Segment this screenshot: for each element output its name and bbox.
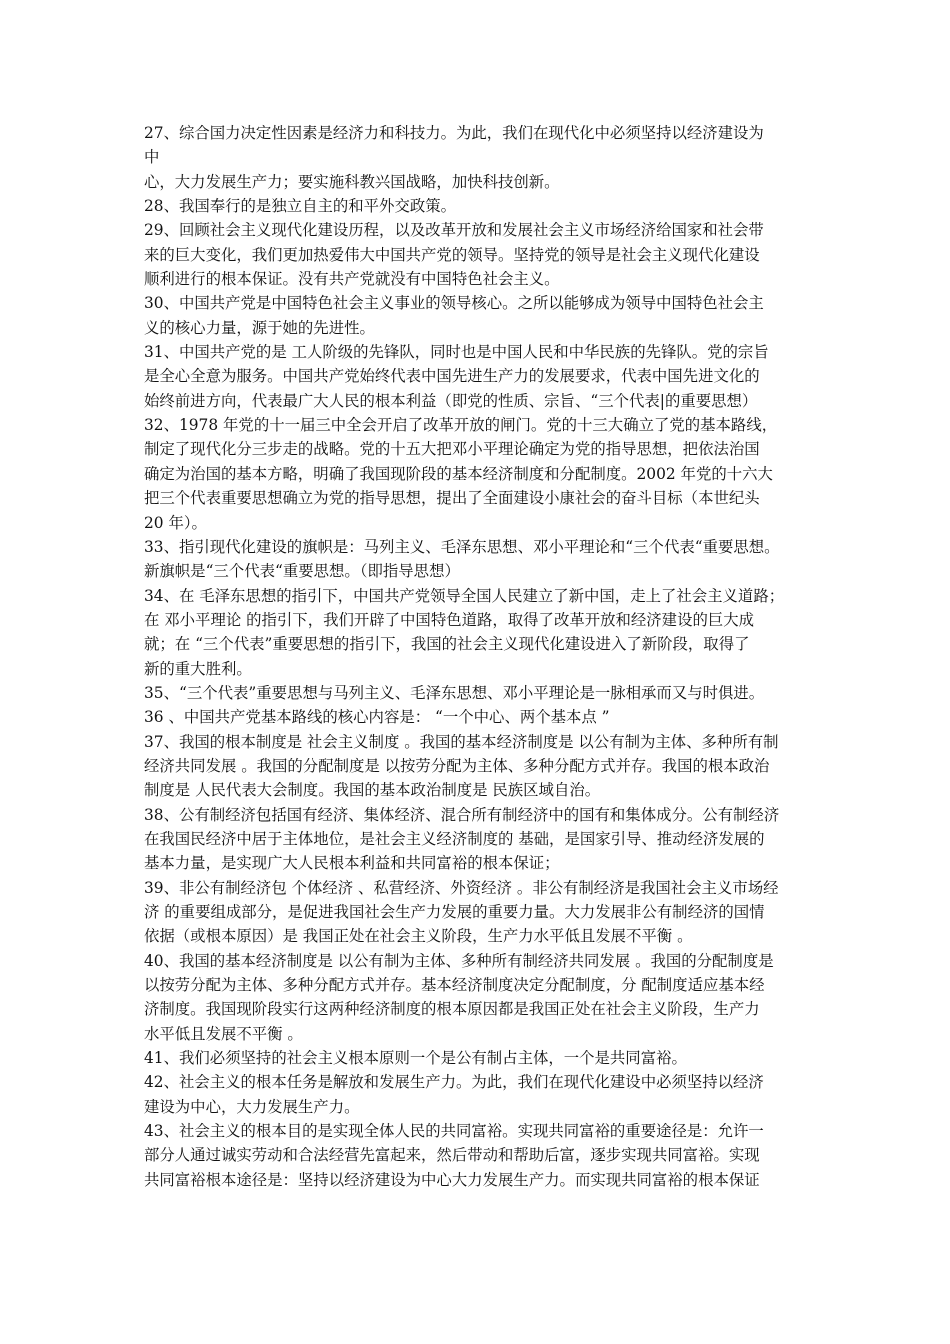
text-line: 43、社会主义的根本目的是实现全体人民的共同富裕。实现共同富裕的重要途径是：允许一	[144, 1122, 764, 1141]
text-line: 依据（或根本原因）是 我国正处在社会主义阶段，生产力水平低且发展不平衡 。	[144, 927, 693, 946]
text-line: 37、我国的根本制度是 社会主义制度 。我国的基本经济制度是 以公有制为主体、多种所有制	[144, 732, 779, 751]
text-line: 来的巨大变化，我们更加热爱伟大中国共产党的领导。坚持党的领导是社会主义现代化建设	[144, 245, 760, 264]
text-line: 以按劳分配为主体、多种分配方式并存。基本经济制度决定分配制度，分 配制度适应基本经	[144, 976, 765, 995]
text-line: 38、公有制经济包括国有经济、集体经济、混合所有制经济中的国有和集体成分。公有制经济	[144, 805, 780, 824]
text-line: 确定为治国的基本方略，明确了我国现阶段的基本经济制度和分配制度。2002 年党的十六大	[144, 464, 773, 483]
text-line: 建设为中心，大力发展生产力。	[144, 1097, 360, 1116]
text-line: 经济共同发展 。我国的分配制度是 以按劳分配为主体、多种分配方式并存。我国的根本政治	[144, 756, 770, 775]
text-line: 中	[144, 148, 160, 167]
document-body-text	[144, 121, 814, 1192]
text-line: 济制度。我国现阶段实行这两种经济制度的根本原因都是我国正处在社会主义阶段，生产力	[144, 1000, 760, 1019]
text-line: 34、在 毛泽东思想的指引下，中国共产党领导全国人民建立了新中国，走上了社会主义道路；	[144, 586, 785, 605]
text-line: 33、指引现代化建设的旗帜是：马列主义、毛泽东思想、邓小平理论和“三个代表“重要思想。	[144, 537, 780, 556]
text-line: 42、社会主义的根本任务是解放和发展生产力。为此，我们在现代化建设中必须坚持以经济	[144, 1073, 764, 1092]
text-line: 义的核心力量，源于她的先进性。	[144, 318, 375, 337]
text-line: 29、回顾社会主义现代化建设历程，以及改革开放和发展社会主义市场经济给国家和社会带	[144, 221, 764, 240]
text-line: 新的重大胜利。	[144, 659, 252, 678]
text-line: 把三个代表重要思想确立为党的指导思想，提出了全面建设小康社会的奋斗目标（本世纪头	[144, 489, 760, 508]
text-line: 30、中国共产党是中国特色社会主义事业的领导核心。之所以能够成为领导中国特色社会主	[144, 294, 764, 313]
text-line: 在我国民经济中居于主体地位，是社会主义经济制度的 基础，是国家引导、推动经济发展的	[144, 829, 765, 848]
text-line: 39、非公有制经济包 个体经济 、私营经济、外资经济 。非公有制经济是我国社会主义市场经	[144, 878, 779, 897]
text-line: 制定了现代化分三步走的战略。党的十五大把邓小平理论确定为党的指导思想，把依法治国	[144, 440, 760, 459]
text-line: 新旗帜是“三个代表“重要思想。（即指导思想）	[144, 562, 460, 581]
text-line: 水平低且发展不平衡 。	[144, 1024, 303, 1043]
text-line: 心，大力发展生产力；要实施科教兴国战略，加快科技创新。	[144, 172, 560, 191]
text-line: 36 、中国共产党基本路线的核心内容是： “一个中心、两个基本点 ”	[144, 708, 610, 727]
text-line: 31、中国共产党的是 工人阶级的先锋队，同时也是中国人民和中华民族的先锋队。党的宗旨	[144, 343, 769, 362]
text-line: 部分人通过诚实劳动和合法经营先富起来，然后带动和帮助后富，逐步实现共同富裕。实现	[144, 1146, 760, 1165]
text-line: 41、我们必须坚持的社会主义根本原则一个是公有制占主体，一个是共同富裕。	[144, 1049, 687, 1068]
text-line: 始终前进方向，代表最广大人民的根本利益（即党的性质、宗旨、“三个代表|的重要思想）	[144, 391, 758, 410]
text-line: 是全心全意为服务。中国共产党始终代表中国先进生产力的发展要求，代表中国先进文化的	[144, 367, 760, 386]
text-line: 共同富裕根本途径是：坚持以经济建设为中心大力发展生产力。而实现共同富裕的根本保证	[144, 1170, 760, 1189]
text-line: 基本力量，是实现广大人民根本利益和共同富裕的根本保证；	[144, 854, 560, 873]
text-line: 27、综合国力决定性因素是经济力和科技力。为此，我们在现代化中必须坚持以经济建设为	[144, 124, 764, 142]
text-line: 28、我国奉行的是独立自主的和平外交政策。	[144, 197, 457, 216]
text-line: 32、1978 年党的十一届三中全会开启了改革开放的闸门。党的十三大确立了党的基本路线，	[144, 416, 778, 435]
text-line: 就；在 “三个代表”重要思想的指引下，我国的社会主义现代化建设进入了新阶段，取得了	[144, 635, 750, 654]
text-line: 制度是 人民代表大会制度。我国的基本政治制度是 民族区域自治。	[144, 781, 601, 800]
text-line: 顺利进行的根本保证。没有共产党就没有中国特色社会主义。	[144, 270, 560, 289]
text-line: 济 的重要组成部分，是促进我国社会生产力发展的重要力量。大力发展非公有制经济的国情	[144, 903, 765, 921]
text-line: 40、我国的基本经济制度是 以公有制为主体、多种所有制经济共同发展 。我国的分配制度是	[144, 951, 774, 970]
text-line: 20 年）。	[144, 513, 207, 532]
text-line: 在 邓小平理论 的指引下，我们开辟了中国特色道路，取得了改革开放和经济建设的巨大成	[144, 610, 755, 629]
text-line: 35、“三个代表”重要思想与马列主义、毛泽东思想、邓小平理论是一脉相承而又与时俱进。	[144, 683, 765, 702]
